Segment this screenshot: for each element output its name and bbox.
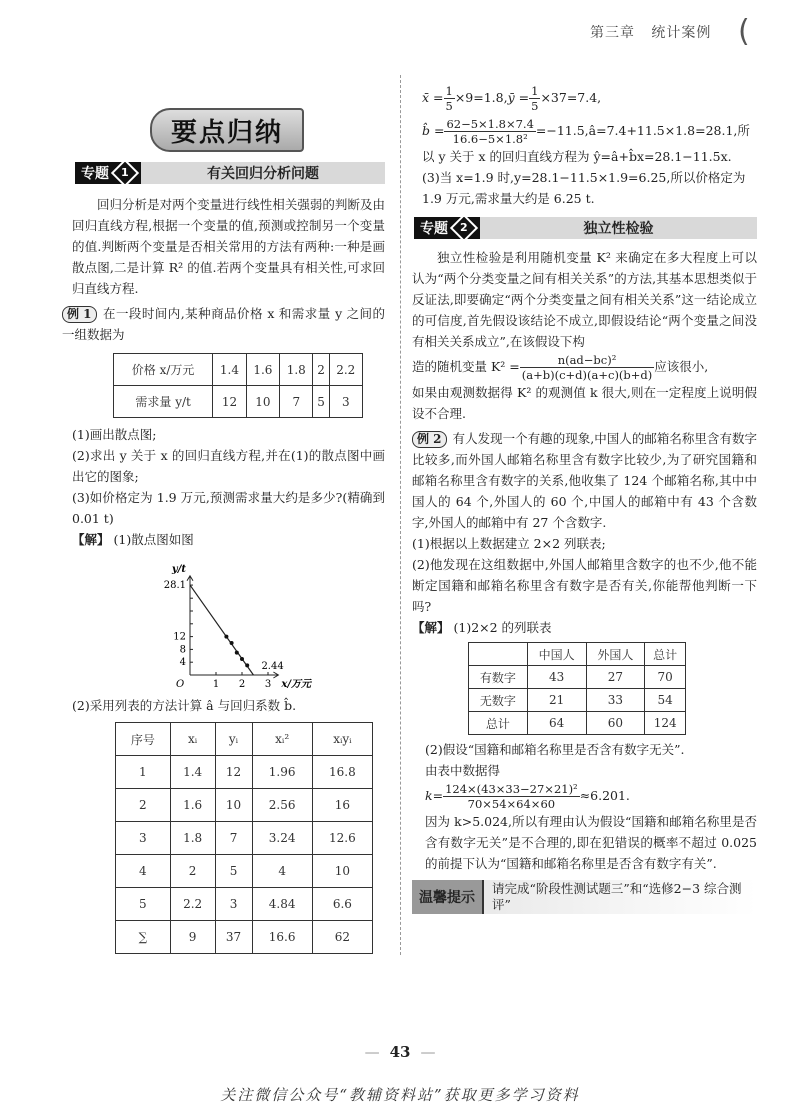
fraction [529, 84, 540, 113]
chapter-label: 第三章 [590, 25, 635, 41]
table-cell: 需求量 y/t [114, 386, 213, 418]
data-point [230, 641, 234, 645]
table-cell: 64 [527, 712, 586, 735]
topic-1-intro: 回归分析是对两个变量进行线性相关强弱的判断及由回归直线方程,根据一个变量的值,预测或控制另一个变量的值.判断两个变量是否相关常用的方法有两种:一种是画散点图,二是计算 R² 的值.若两个变量具有相关性,可求回归直线方程. [72, 197, 385, 296]
denominator: 5 [445, 99, 453, 113]
formula-prefix: 造的随机变量 K² = [412, 359, 520, 374]
regression-line [190, 585, 253, 675]
formula-suffix: 应该很小, [654, 359, 709, 374]
table-cell: 3 [329, 386, 362, 418]
fraction [520, 353, 654, 382]
table-cell: yᵢ [215, 723, 252, 756]
x-mean-value: ×9=1.8, [454, 90, 508, 105]
table-cell: 16.8 [312, 756, 372, 789]
table-cell: 2.2 [329, 354, 362, 386]
denominator: 16.6−5×1.8² [452, 132, 528, 146]
topic-2-header [414, 217, 757, 239]
example-text: 有人发现一个有趣的现象,中国人的邮箱名称里含有数字比较多,而外国人邮箱名称里含有数字比较少,为了研究国籍和邮箱名称里含有数字的关系,他收集了 124 个邮箱名称,其中中国人的 64 个,外国人的 60 个,中国人的邮箱中有 43 个含数字,外国人的邮箱中有 27 个含数字. [412, 431, 757, 530]
table-cell: 序号 [116, 723, 171, 756]
y-tick-label: 12 [173, 631, 186, 643]
logo-text: 要点归纳 [170, 117, 283, 148]
solution-2 [425, 739, 757, 874]
topic-title: 有关回归分析问题 [207, 166, 319, 182]
k-value: ≈6.201. [579, 788, 630, 803]
table-cell: 1 [116, 756, 171, 789]
table-cell: 5 [116, 888, 171, 921]
example-text: 在一段时间内,某种商品价格 x 和需求量 y 之间的一组数据为 [62, 306, 385, 342]
x-mean: x̄ = [422, 90, 444, 105]
topic-tag [414, 217, 480, 239]
right-column [412, 84, 757, 914]
numerator: 62−5×1.8×7.4 [446, 117, 534, 131]
y-tick-label: 28.1 [163, 580, 186, 592]
table-cell: 1.6 [170, 789, 215, 822]
example-1-questions [72, 424, 385, 550]
topic-number: 2 [460, 221, 468, 234]
k-label: k= [425, 788, 444, 803]
bracket-decoration: ( [738, 14, 750, 49]
table-cell: 1.4 [170, 756, 215, 789]
fraction [444, 84, 455, 113]
table-cell: 总计 [469, 712, 528, 735]
table-cell: 外国人 [586, 643, 645, 666]
tip-box [412, 880, 757, 914]
table-cell: 10 [215, 789, 252, 822]
assumption: (2)假设“国籍和邮箱名称里是否含有数字无关”. [425, 742, 685, 757]
x-intercept-label: 2.44 [261, 661, 284, 672]
table-cell: ∑ [116, 921, 171, 954]
table-cell: 16 [312, 789, 372, 822]
table-cell: 10 [312, 855, 372, 888]
question-1: (1)画出散点图; [72, 427, 157, 442]
table-row [116, 723, 373, 756]
table-row [469, 666, 686, 689]
topic-number-icon [450, 214, 478, 242]
topic-2-intro [412, 247, 757, 424]
footer-note: 关注微信公众号“教辅资料站”获取更多学习资料 [220, 1086, 580, 1104]
solution-1: (1)散点图如图 [113, 532, 194, 547]
table-cell: 37 [215, 921, 252, 954]
origin-label: O [176, 679, 185, 690]
table-cell: 12.6 [312, 822, 372, 855]
table-cell: xᵢ [170, 723, 215, 756]
topic-number-icon [111, 159, 139, 187]
solution-2: (2)采用列表的方法计算 â 与回归系数 b̂. [72, 698, 297, 713]
topic-tag-text: 专题 [420, 221, 448, 237]
table-cell: 1.8 [170, 822, 215, 855]
table-row [469, 643, 686, 666]
denominator: (a+b)(c+d)(a+c)(b+d) [521, 368, 653, 382]
table-cell: 无数字 [469, 689, 528, 712]
table-row [116, 756, 373, 789]
question-1: (1)根据以上数据建立 2×2 列联表; [412, 536, 606, 551]
y-axis-label: y/t [171, 563, 186, 575]
question-2: (2)求出 y 关于 x 的回归直线方程,并在(1)的散点图中画出它的图象; [72, 448, 385, 484]
table-cell: 12 [213, 386, 246, 418]
data-note: 由表中数据得 [425, 763, 501, 778]
table-cell: 16.6 [252, 921, 312, 954]
column-divider [400, 75, 401, 955]
tip-label: 温馨提示 [412, 880, 484, 914]
table-cell: 7 [280, 386, 313, 418]
data-point [235, 651, 239, 655]
table-cell: 33 [586, 689, 645, 712]
paragraph: 如果由观测数据得 K² 的观测值 k 很大,则在一定程度上说明假设不合理. [412, 385, 757, 421]
topic-number: 1 [121, 166, 129, 179]
topic-title: 独立性检验 [583, 221, 654, 237]
regression-computation [422, 84, 757, 209]
x-tick-label: 1 [212, 679, 220, 690]
topic-1-header [75, 162, 385, 184]
table-cell: xᵢ² [252, 723, 312, 756]
table-cell: 2 [313, 354, 329, 386]
table-cell: 有数字 [469, 666, 528, 689]
computation-table [115, 722, 373, 954]
table-cell: 4 [252, 855, 312, 888]
table-row [114, 386, 363, 418]
table-cell: 3 [215, 888, 252, 921]
table-cell: 2.2 [170, 888, 215, 921]
solution-label: 【解】 [412, 620, 450, 635]
table-cell: 60 [586, 712, 645, 735]
table-cell: 7 [215, 822, 252, 855]
numerator: 1 [445, 84, 453, 98]
table-cell: 总计 [645, 643, 686, 666]
k-computation [425, 781, 757, 811]
table-cell: 5 [215, 855, 252, 888]
slope-result: =−11.5,â=7.4+11.5×1.8=28.1,所 [535, 123, 750, 138]
table-cell: 21 [527, 689, 586, 712]
y-mean: ȳ = [507, 90, 530, 105]
fraction [443, 782, 580, 811]
slope-formula [422, 117, 757, 146]
x-tick-label: 3 [264, 679, 272, 690]
denominator: 70×54×64×60 [467, 797, 556, 811]
table-row [469, 712, 686, 735]
denominator: 5 [531, 99, 539, 113]
regression-equation: 以 y 关于 x 的回归直线方程为 ŷ=â+b̂x=28.1−11.5x. [422, 149, 732, 164]
data-point [240, 657, 244, 661]
table-row [116, 789, 373, 822]
table-cell: 6.6 [312, 888, 372, 921]
topic-tag-text: 专题 [81, 166, 109, 182]
table-cell: 5 [313, 386, 329, 418]
table-cell: xᵢyᵢ [312, 723, 372, 756]
y-tick-label: 4 [179, 657, 186, 669]
mean-formula [422, 84, 757, 113]
table-row [116, 822, 373, 855]
fraction [444, 117, 535, 146]
numerator: n(ad−bc)² [520, 353, 654, 368]
data-table [113, 353, 363, 418]
example-badge: 例 2 [412, 431, 447, 448]
contingency-table [468, 642, 686, 735]
page-number-text: 43 [389, 1043, 411, 1061]
table-cell [469, 643, 528, 666]
table-cell: 2.56 [252, 789, 312, 822]
table-cell: 27 [586, 666, 645, 689]
paragraph: 独立性检验是利用随机变量 K² 来确定在多大程度上可以认为“两个分类变量之间有相关关系”的方法,其基本思想类似于反证法,即要确定“两个分类变量之间有相关关系”这一结论成立的可信度,首先假设该结论不成立,即假设结论“两个变量之间没有相关关系成立”,在该假设下构 [412, 250, 757, 349]
table-row [469, 689, 686, 712]
table-cell: 70 [645, 666, 686, 689]
example-2 [412, 428, 757, 638]
table-cell: 1.96 [252, 756, 312, 789]
scatter-plot [150, 550, 340, 695]
topic-tag [75, 162, 141, 184]
question-3: (3)如价格定为 1.9 万元,预测需求量大约是多少?(精确到 0.01 t) [72, 490, 385, 526]
k-squared-formula [412, 352, 757, 382]
table-cell: 价格 x/万元 [114, 354, 213, 386]
data-point [245, 663, 249, 667]
b-hat: b̂ = [422, 123, 445, 138]
table-cell: 4.84 [252, 888, 312, 921]
table-cell: 3.24 [252, 822, 312, 855]
example-badge: 例 1 [62, 306, 97, 323]
table-cell: 中国人 [527, 643, 586, 666]
solution-label: 【解】 [72, 532, 110, 547]
table-cell: 62 [312, 921, 372, 954]
prediction: (3)当 x=1.9 时,y=28.1−11.5×1.9=6.25,所以价格定为 1.9 万元,需求量大约是 6.25 t. [422, 170, 746, 206]
table-cell: 2 [170, 855, 215, 888]
table-cell: 9 [170, 921, 215, 954]
page-number [0, 1043, 800, 1061]
table-row [114, 354, 363, 386]
table-cell: 4 [116, 855, 171, 888]
y-mean-value: ×37=7.4, [540, 90, 602, 105]
running-header [590, 22, 711, 42]
table-row [116, 921, 373, 954]
table-cell: 12 [215, 756, 252, 789]
y-tick-label: 8 [179, 644, 186, 656]
table-cell: 3 [116, 822, 171, 855]
example-1 [62, 303, 385, 345]
numerator: 1 [531, 84, 539, 98]
table-cell: 43 [527, 666, 586, 689]
table-cell: 1.8 [280, 354, 313, 386]
data-point [224, 635, 228, 639]
dash: — [420, 1043, 436, 1061]
numerator: 124×(43×33−27×21)² [445, 782, 578, 796]
table-row [116, 888, 373, 921]
left-column [62, 162, 385, 954]
x-axis-label: x/万元 [281, 679, 312, 690]
conclusion: 因为 k>5.024,所以有理由认为假设“国籍和邮箱名称里是否含有数字无关”是不合理的,即在犯错误的概率不超过 0.025 的前提下认为“国籍和邮箱名称里是否含有数字有关”. [425, 814, 757, 871]
table-cell: 54 [645, 689, 686, 712]
question-2: (2)他发现在这组数据中,外国人邮箱里含数字的也不少,他不能断定国籍和邮箱名称里含有数字是否有关,你能帮他判断一下吗? [412, 557, 757, 614]
table-cell: 1.4 [213, 354, 246, 386]
table-cell: 10 [246, 386, 279, 418]
x-tick-label: 2 [238, 679, 246, 690]
table-cell: 2 [116, 789, 171, 822]
table-row [116, 855, 373, 888]
tip-text: 请完成“阶段性测试题三”和“选修2−3 综合测评” [492, 881, 742, 912]
chapter-title: 统计案例 [651, 25, 712, 41]
solution-1: (1)2×2 的列联表 [453, 620, 552, 635]
section-logo [150, 108, 304, 152]
table-cell: 1.6 [246, 354, 279, 386]
dash: — [364, 1043, 380, 1061]
table-cell: 124 [645, 712, 686, 735]
